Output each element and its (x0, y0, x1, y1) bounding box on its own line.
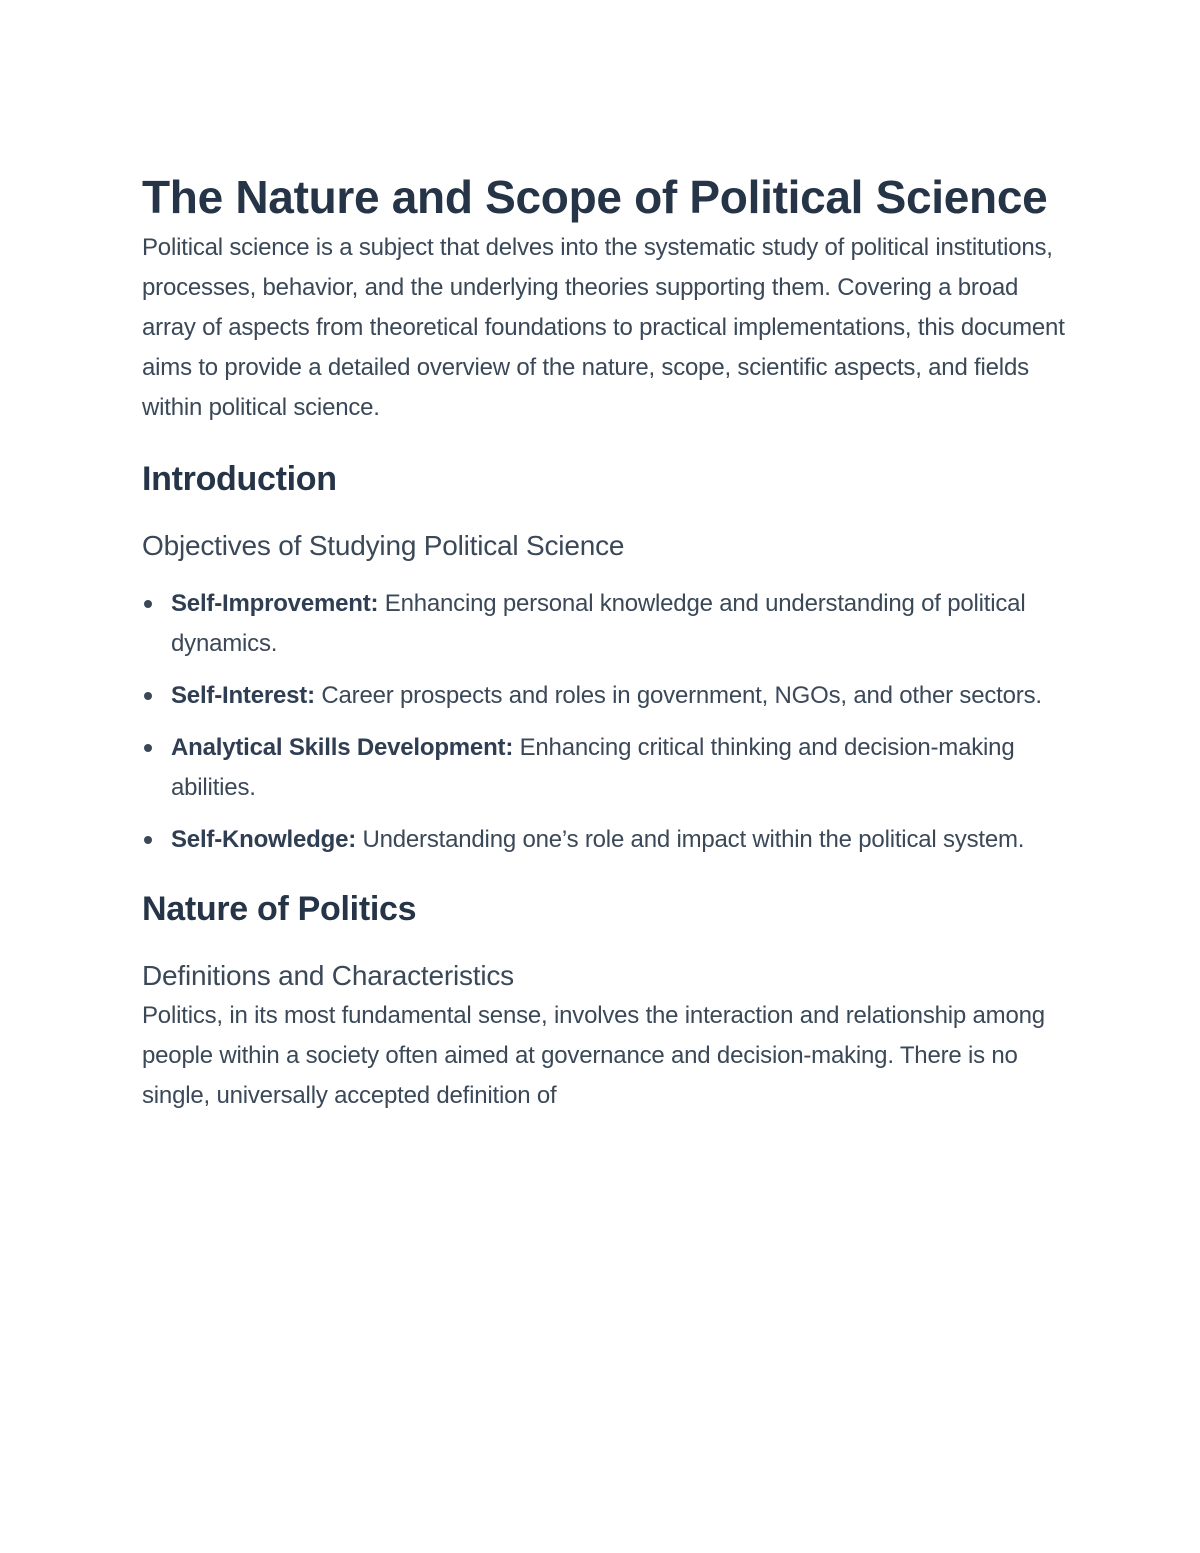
bullet-icon (144, 744, 152, 752)
objective-term: Self-Knowledge (171, 826, 349, 853)
definitions-paragraph: Politics, in its most fundamental sense, involves the interaction and relationship among people within a society often aimed at governance and decision-making. There is no single, universally accepted definition of (142, 1002, 1045, 1109)
objective-separator: : (348, 826, 357, 853)
section-heading-nature-of-politics: Nature of Politics (142, 890, 417, 928)
list-item (142, 820, 1067, 860)
objective-text: Career prospects and roles in government, NGOs, and other sectors. (314, 682, 1042, 709)
objective-text: Enhancing critical thinking and decision-making abilities. (171, 734, 1015, 801)
objective-term: Self-Improvement (171, 590, 371, 617)
objective-term: Analytical Skills Development (171, 734, 506, 761)
objective-term: Self-Interest (171, 682, 308, 709)
section-heading-introduction: Introduction (142, 460, 337, 498)
document-page (142, 166, 1067, 1116)
list-item (142, 584, 1067, 664)
list-item (142, 728, 1067, 808)
bullet-icon (144, 692, 152, 700)
objective-separator: : (307, 682, 315, 709)
objective-text: Understanding one’s role and impact within the political system. (356, 826, 1025, 853)
list-item (142, 676, 1067, 716)
objective-text: Enhancing personal knowledge and understanding of political dynamics. (171, 590, 1026, 657)
bullet-icon (144, 836, 152, 844)
objective-separator: : (505, 734, 514, 761)
subheading-definitions: Definitions and Characteristics (142, 960, 514, 991)
objective-separator: : (370, 590, 379, 617)
objectives-list (142, 584, 1067, 860)
bullet-icon (144, 600, 152, 608)
subheading-objectives: Objectives of Studying Political Science (142, 530, 625, 561)
intro-paragraph: Political science is a subject that delves into the systematic study of political institutions, processes, behavior, and the underlying theories supporting them. Covering a broad array of aspects from theoretical foundations to practical implementations, this document aims to provide a detailed overview of the nature, scope, scientific aspects, and fields within political science. (142, 234, 1065, 421)
document-title: The Nature and Scope of Political Science (142, 171, 1048, 223)
